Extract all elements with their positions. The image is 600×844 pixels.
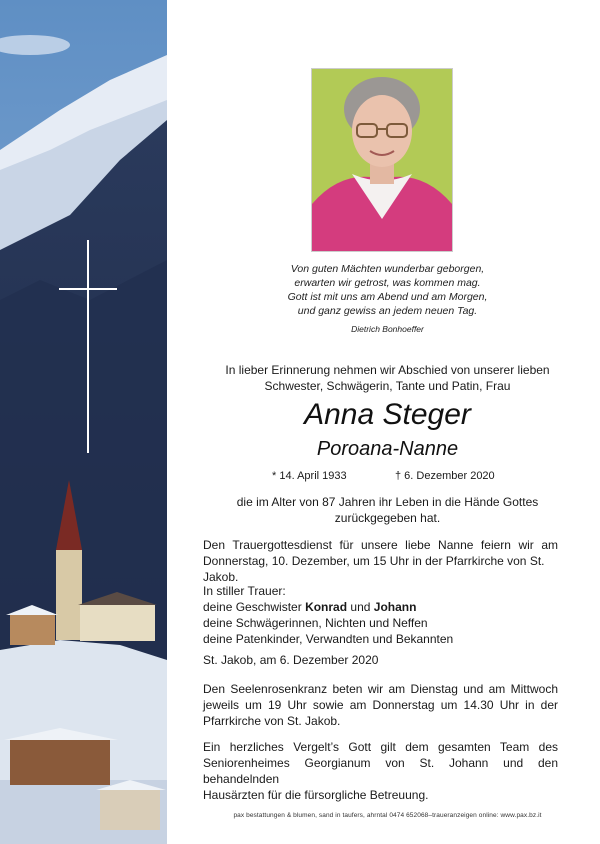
thanks-line: Ein herzliches Vergelt’s Gott gilt dem gesamten Team des [203,740,558,754]
birth-date: * 14. April 1933 [272,470,347,482]
service-info [203,537,558,585]
poem-line: erwarten wir getrost, was kommen mag. [294,277,481,289]
thanks-line: Hausärzten für die fürsorgliche Betreuung. [203,788,429,802]
age-text [175,494,600,526]
footer-text: pax bestattungen & blumen, sand in taufers, ahrntal 0474 652068–traueranzeigen online: www.pax.bz.it [233,812,542,819]
place-date: St. Jakob, am 6. Dezember 2020 [203,653,379,667]
poem-line: Gott ist mit uns am Abend und am Morgen, [287,291,488,303]
siblings-and: und [350,600,371,614]
rosary-info [203,681,558,729]
siblings-prefix: deine Geschwister [203,600,302,614]
thanks-text [203,739,558,803]
sibling-name: Johann [373,600,417,614]
deceased-nickname: Poroana-Nanne [316,438,459,460]
rosary-line: jeweils um 19 Uhr sowie am Donnerstag um 14.30 Uhr in der [203,698,558,712]
service-line: Den Trauergottesdienst für unsere liebe Nanne feiern wir am [203,538,558,552]
poem-author: Dietrich Bonhoeffer [351,324,424,334]
landscape-image [0,0,167,844]
death-date: † 6. Dezember 2020 [395,470,495,482]
poem-line: und ganz gewiss an jedem neuen Tag. [297,305,478,317]
intro-line: In lieber Erinnerung nehmen wir Abschied von unserer lieben [225,363,550,377]
rosary-line: Pfarrkirche von St. Jakob. [203,714,341,728]
mourners-line: deine Patenkinder, Verwandten und Bekannten [203,632,454,646]
portrait-photo [311,68,453,252]
intro-text [175,362,600,394]
service-line: Donnerstag, 10. Dezember, um 15 Uhr in der Pfarrkirche von St. Jakob. [203,554,545,584]
mourners-siblings [203,599,558,615]
sibling-name: Konrad [305,600,348,614]
intro-line: Schwester, Schwägerin, Tante und Patin, Frau [264,379,511,393]
mourners-heading: In stiller Trauer: [203,584,286,598]
age-line: zurückgegeben hat. [334,511,441,525]
mourners-line: deine Schwägerinnen, Nichten und Neffen [203,616,428,630]
thanks-line: Seniorenheimes Georgianum von St. Johann und den behandelnden [203,756,558,786]
mourners [203,583,558,647]
poem [175,262,600,336]
poem-line: Von guten Mächten wunderbar geborgen, [290,263,485,275]
rosary-line: Den Seelenrosenkranz beten wir am Dienstag und am Mittwoch [203,682,558,696]
deceased-name: Anna Steger [304,398,471,431]
age-line: die im Alter von 87 Jahren ihr Leben in die Hände Gottes [236,495,539,509]
